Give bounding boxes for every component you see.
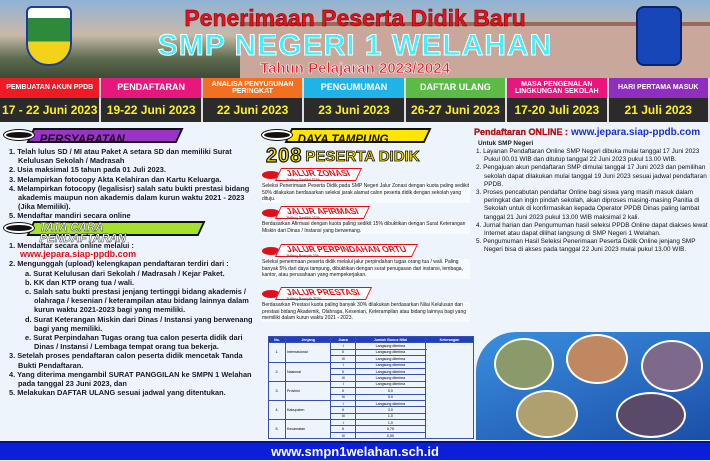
schedule-date: 21 Juli 2023 (609, 98, 708, 122)
photo (641, 340, 703, 392)
list-item: 5. Mendaftar mandiri secara online (9, 211, 131, 221)
jalur-header (262, 206, 470, 219)
banner-title: Penerimaan Peserta Didik Baru (184, 5, 526, 31)
schedule-date: 23 Juni 2023 (304, 98, 403, 122)
schedule-item (203, 78, 304, 122)
row-rank: II (331, 426, 355, 432)
jalur-section (262, 206, 470, 234)
oval-icon (4, 223, 34, 233)
schedule-date: 26-27 Juni 2023 (406, 98, 505, 122)
list-item: 1. Telah lulus SD / MI atau Paket A setara SD dan memiliki Surat Kelulusan Sekolah / Madrasah (9, 147, 232, 166)
online-item: 5. Pengumuman Hasil Seleksi Penerimaan Peserta Didik Online jenjang SMP Negeri bisa di akses pada tanggal 22 Juni 2023 mulai pukul 13.00 WIB. (476, 238, 696, 254)
jalur-header (262, 287, 470, 300)
online-item: 3. Proses pencabutan pendaftar Online bagi siswa yang masih masuk dalam peringkat dan ingin pindah sekolah, akan diproses masing-masing Panitia di Sekolah untuk di konfirmasikan kepada Operator PPDB Dinas paling lambat tanggal 21 Juni 2023 pukul 13.00 WIB maksimal 2 kali. (476, 189, 700, 221)
jalur-quota: Paling Banyak 5% (285, 253, 321, 258)
schedule-item (0, 78, 101, 122)
row-rank: III (331, 356, 355, 362)
list-item: 3. Melampirkan fotocopy Akta Kelahiran dan Kartu Keluarga. (9, 174, 222, 184)
photo (566, 334, 628, 384)
list-item: 2. Usia maksimal 15 tahun pada 01 Juli 2023. (9, 165, 166, 175)
school-name: SMP NEGERI 1 WELAHAN (157, 29, 553, 62)
table-header: Jenjang (285, 337, 331, 343)
schedule-date: 19-22 Juni 2023 (101, 98, 200, 122)
schedule-item (304, 78, 405, 122)
online-title: Pendaftaran ONLINE : (474, 127, 569, 137)
table-header: No. (269, 337, 286, 343)
online-url[interactable]: www.jepara.siap-ppdb.com (571, 127, 701, 138)
online-subtitle: Untuk SMP Negeri (478, 140, 534, 147)
row-level: Provinsi (285, 381, 331, 400)
jalur-description: Berdasarkan Prestasi kuota paling banyak 30% dilakukan berdasarkan Nilai Kelulusan dan prestasi bidang Akademik, Olahraga, Kesenian, Keterampilan atau bidang lainnya bagi yang memiliki dalam kurun waktu 2021 - 2023. (262, 302, 470, 322)
photo (616, 392, 686, 438)
jalur-section (262, 287, 470, 322)
bonus-value: Langsung diterima (355, 362, 425, 368)
bonus-value: Langsung diterima (355, 375, 425, 381)
schedule-label: PENDAFTARAN (101, 78, 200, 98)
photo (516, 390, 578, 438)
schedule-date: 17-20 Juli 2023 (507, 98, 606, 122)
schedule-date: 17 - 22 Juni 2023 (0, 98, 99, 122)
jalur-description: Seleksi Penerimaan Peserta Didik pada SMP Negeri Jalur Zonasi dengan kuota paling sedikit 50% dilakukan berdasarkan seleksi jarak alamat calon peserta didik dengan sekolah yang dituju. (262, 183, 469, 202)
list-item: 5. Melakukan DAFTAR ULANG sesuai jadwal yang ditentukan. (9, 388, 226, 398)
list-subitem: a. Surat Kelulusan dari Sekolah / Madrasah / Kejar Paket. (25, 268, 225, 278)
schedule-item (101, 78, 202, 122)
bonus-value: Langsung diterima (355, 349, 425, 355)
row-rank: I (331, 381, 355, 387)
list-subitem: d. Surat Keterangan Miskin dari Dinas / Instansi yang berwenang bagi yang memiliki. (25, 314, 253, 333)
schedule-item (507, 78, 608, 122)
jalur-quota: Paling Sedikit 15% (285, 215, 322, 220)
jalur-title: JALUR ZONASI (284, 168, 352, 178)
bonus-table (268, 336, 474, 439)
row-rank: III (331, 394, 355, 400)
schedule-label: PEMBUATAN AKUN PPDB (0, 78, 99, 98)
online-item: 4. Jurnal harian dan Pengumuman hasil seleksi PPDB Online dapat diakses lewat Internet atau dapat dilihat langsung di SMP Negeri 1 Welahan. (476, 221, 708, 238)
table-header: Juara (331, 337, 355, 343)
list-item: 4. Melampirkan fotocopy (legalisisr) salah satu bukti prestasi bidang akademis maupun non akademis dalam kurun waktu 2021 - 2023 (Jika Memiliki). (9, 183, 250, 212)
tata-cara-title: TATA CARA PENDAFTARAN (39, 221, 127, 245)
schedule-bar (0, 78, 710, 122)
row-number: 2. (269, 362, 286, 381)
jalur-quota: Paling Sedikit 50% (285, 177, 322, 182)
row-level: Internasional (285, 343, 331, 362)
list-item: 1. Mendaftar secara online melalui : (9, 241, 134, 250)
bonus-value: 0,50 (355, 432, 425, 438)
jalur-header (262, 244, 470, 257)
oval-icon (4, 130, 34, 140)
jalur-title: JALUR PERPINDAHAN ORTU (284, 244, 409, 254)
bonus-value: 1,0 (355, 413, 425, 419)
list-subitem: e. Surat Perpindahan Tugas orang tua calon peserta didik dari Dinas / Instansi / Lembaga tempat orang tua bekerja. (25, 333, 243, 352)
online-item: 1. Layanan Pendaftaran Online SMP Negeri dibuka mulai tanggal 17 Juni 2023 Pukul 00.01 WIB dan ditutup tanggal 22 Juni 2023 pukul 13.00 WIB. (476, 148, 700, 164)
keterangan-cell (426, 343, 474, 439)
jalur-section (262, 244, 470, 279)
schedule-date: 22 Juni 2023 (203, 98, 302, 122)
photo-collage (476, 332, 710, 440)
list-item: 2. Mengunggah (upload) kelengkapan pendaftaran terdiri dari : (9, 259, 229, 269)
persyaratan-list (8, 147, 256, 221)
row-number: 1. (269, 343, 286, 362)
bonus-value: Langsung diterima (355, 343, 425, 349)
list-subitem: c. Salah satu bukti prestasi jenjang tertinggi bidang akademis / olahraga / kesenian / keterampilan atau bidang lainnya dalam kurun waktu 2021-2023 bagi yang memiliki. (25, 287, 249, 315)
tata-cara-list (8, 241, 258, 397)
list-item: 4. Yang diterima mengambil SURAT PANGGILAN ke SMPN 1 Welahan pada tanggal 23 Juni 2023, dan (9, 369, 252, 389)
schedule-item (609, 78, 710, 122)
bonus-value: 0,75 (355, 426, 425, 432)
row-rank: II (331, 407, 355, 413)
row-number: 5. (269, 420, 286, 439)
header-banner (0, 0, 710, 78)
schedule-label: DAFTAR ULANG (406, 78, 505, 98)
schedule-label: ANALISA PENYUSUNAN PERINGKAT (203, 78, 302, 98)
row-rank: III (331, 413, 355, 419)
daya-tampung-title: DAYA TAMPUNG (297, 133, 389, 146)
table-header: Jumlah Bonus Nilai (355, 337, 425, 343)
bonus-value: 5,0 (355, 388, 425, 394)
capacity-number: 208 (266, 145, 303, 167)
row-rank: I (331, 420, 355, 426)
row-rank: III (331, 375, 355, 381)
list-item: 3. Setelah proses pendaftaran calon peserta didik mencetak Tanda Bukti Pendaftaran. (9, 351, 243, 370)
schedule-label: HARI PERTAMA MASUK (609, 78, 708, 98)
daya-tampung-header (262, 127, 428, 146)
row-level: Kabupaten (285, 400, 331, 419)
online-section (474, 127, 708, 255)
jalur-description: Seleksi penerimaan peserta didik melalui jalur perpindahan tugas orang tua / wali. Paling banyak 5% dari daya tampung, dibuktikan dengan surat penugasan dari instansi, lembaga, kantor, atau perusahaan yang mempekerjakan. (262, 259, 470, 279)
bonus-value: 5,0 (355, 394, 425, 400)
row-number: 3. (269, 381, 286, 400)
row-rank: III (331, 432, 355, 438)
ppdb-link[interactable]: www.jepara.siap-ppdb.com (20, 249, 137, 260)
tata-cara-header (4, 220, 202, 245)
persyaratan-title: PERSYARATAN (39, 133, 125, 146)
row-number: 4. (269, 400, 286, 419)
capacity-label: PESERTA DIDIK (305, 148, 420, 165)
jalur-title: JALUR PRESTASI (284, 287, 362, 297)
jalur-title: JALUR AFIRMASI (284, 206, 361, 216)
footer-website[interactable]: www.smpn1welahan.sch.id (0, 441, 710, 460)
row-level: Nasional (285, 362, 331, 381)
table-header: Keterangan (426, 337, 474, 343)
row-rank: I (331, 362, 355, 368)
row-rank: II (331, 388, 355, 394)
bonus-value: 3,0 (355, 407, 425, 413)
bonus-value: Langsung diterima (355, 356, 425, 362)
bonus-value: Langsung diterima (355, 381, 425, 387)
oval-icon (262, 130, 292, 140)
bonus-value: Langsung diterima (355, 400, 425, 406)
photo (494, 338, 554, 390)
row-rank: I (331, 400, 355, 406)
bonus-value: Langsung diterima (355, 368, 425, 374)
academic-year: Tahun Pelajaran 2023/2024 (260, 60, 450, 77)
row-level: Kecamatan (285, 420, 331, 439)
jalur-header (262, 168, 470, 181)
online-item: 2. Pengajuan akun pendaftaran SMP dimulai tanggal 17 Juni 2023 dan pemilihan sekolah dapat dilakukan mulai tanggal 19 Juni 2023 sesuai jadwal pendaftaran PPDB. (476, 164, 707, 188)
row-rank: II (331, 349, 355, 355)
row-rank: I (331, 343, 355, 349)
schedule-item (406, 78, 507, 122)
row-rank: II (331, 368, 355, 374)
jalur-section (262, 168, 470, 203)
schedule-label: PENGUMUMAN (304, 78, 403, 98)
bonus-value: 1,0 (355, 420, 425, 426)
schedule-label: MASA PENGENALAN LINGKUNGAN SEKOLAH (507, 78, 606, 98)
persyaratan-header (4, 127, 180, 146)
list-subitem: b. KK dan KTP orang tua / wali. (25, 277, 135, 287)
capacity (266, 145, 420, 168)
jalur-description: Berdasarkan Afirmasi dengan kuota paling sedikit 15% dibuktikan dengan Surat Keterangan Miskin dari Dinas / Instansi yang berwenang. (262, 221, 470, 234)
jalur-quota: Paling Banyak 30% (285, 296, 323, 301)
